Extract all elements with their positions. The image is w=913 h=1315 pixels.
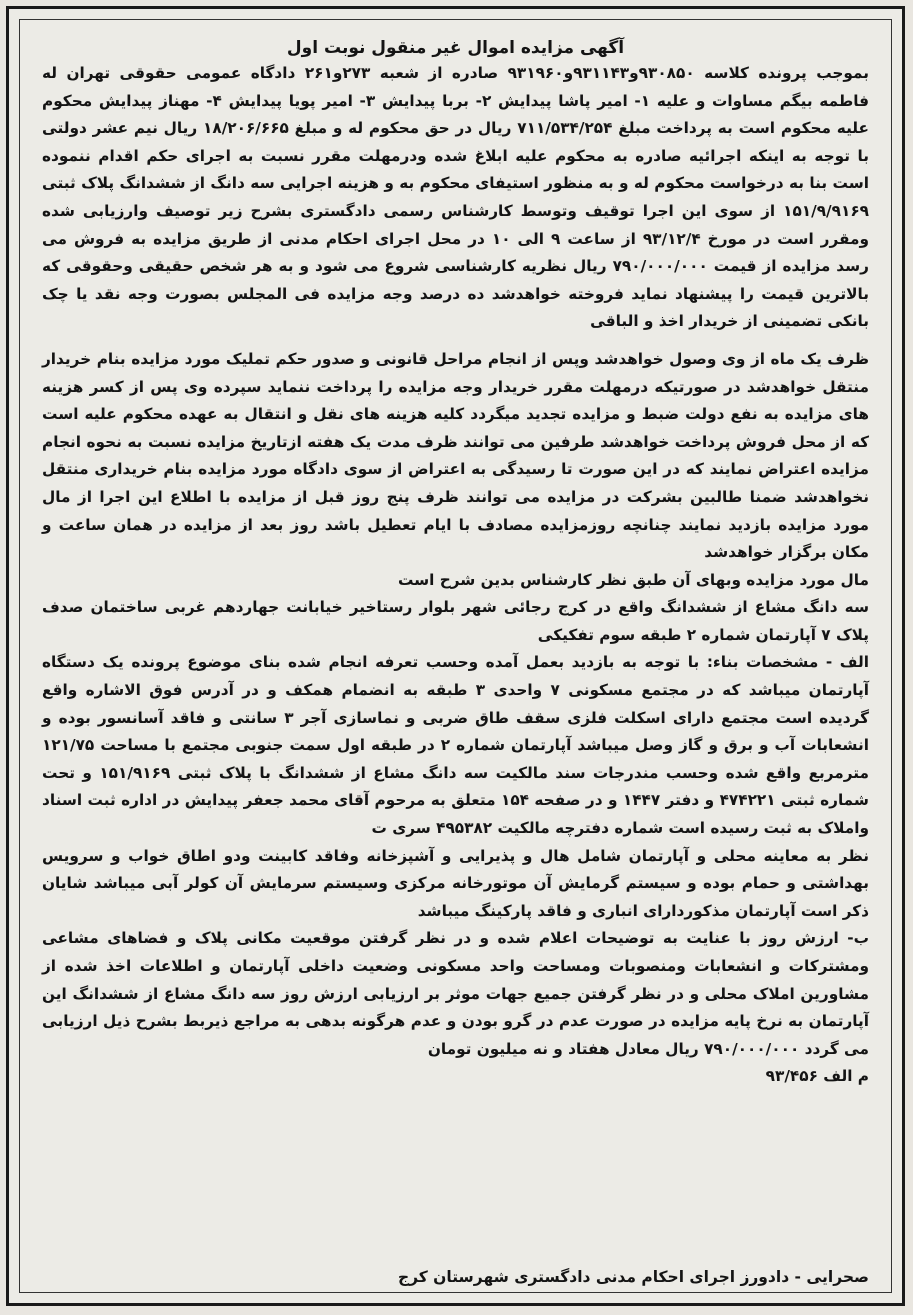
paragraph-property-address: سه دانگ مشاع از ششدانگ واقع در کرج رجائی شهر بلوار رستاخیر خیابانت جهاردهم غربی ساختمان صدف پلاک ۷ آپارتمان شماره ۲ طبقه سوم تفکیکی xyxy=(42,598,869,644)
newspaper-clipping xyxy=(6,6,905,1306)
reference-number: م الف ۹۳/۴۵۶ xyxy=(765,1067,869,1086)
paragraph-building-specs: الف - مشخصات بناء: با توجه به بازدید بعمل آمده وحسب تعرفه انجام شده بنای موضوع پرونده یک دستگاه آپارتمان میباشد که در مجتمع مسکونی ۷ واحدی ۳ طبقه به انضمام همکف و در آدرس فوق الاشاره واقع گردیده است مجتمع دارای اسکلت فلزی سقف طاق ضربی و نماسازی آجر ۳ سانتی و فاقد آسانسور بوده و انشعابات آب و برق و گاز وصل میباشد آپارتمان شماره ۲ در طبقه اول سمت جنوبی مجتمع با مساحت ۱۲۱/۷۵ مترمربع واقع شده وحسب مندرجات سند مالکیت سه دانگ مشاع از ششدانگ با پلاک ثبتی ۱۵۱/۹۱۶۹ و تحت شماره ثبتی ۴۷۴۲۲۱ و دفتر ۱۴۴۷ و در صفحه ۱۵۴ متعلق به مرحوم آقای محمد جعفر پیدایش در اداره ثبت اسناد واملاک به ثبت رسیده است شماره دفترچه مالکیت ۴۹۵۳۸۲ سری ت xyxy=(42,653,869,838)
notice-title: آگهی مزایده اموال غیر منقول نوبت اول xyxy=(286,38,625,58)
paragraph-payment-conditions: ظرف یک ماه از وی وصول خواهدشد وپس از انجام مراحل قانونی و صدور حکم تملیک مورد مزایده بنام خریدار منتقل خواهدشد در صورتیکه درمهلت مقرر خریدار وجه مزایده را پرداخت ننماید سپرده وی پس از کسر هزینه های مزایده به نفع دولت ضبط و مزایده تجدید میگردد کلیه هزینه های نقل و انتقال به عهده محکوم علیه است که از محل فروش پرداخت خواهدشد طرفین می توانند ظرف مدت یک هفته ازتاریخ مزایده نسبت به نحوه انجام مزایده اعتراض نمایند که در این صورت تا رسیدگی به اعتراض از سوی دادگاه مورد مزایده بنام خریداری منتقل نخواهدشد ضمنا طالبین بشرکت در مزایده می توانند ظرف پنج روز قبل از مزایده با اطلاع این اجرا از مال مورد مزایده بازدید نمایند چنانچه روزمزایده مصادف با ایام تعطیل باشد روز بعد از مزایده در همان ساعت و مکان برگزار خواهدشد xyxy=(42,349,869,562)
notice-signature: صحرایی - دادورز اجرای احکام مدنی دادگستری شهرستان کرج xyxy=(397,1268,869,1286)
paragraph-auction-terms: بموجب پرونده کلاسه ۹۳۰۸۵۰و۹۳۱۱۴۳و۹۳۱۹۶۰ صادره از شعبه ۲۷۳و۲۶۱ دادگاه عمومی حقوقی تهران له فاطمه بیگم مساوات و علیه ۱- امیر پاشا پیدایش ۲- بربا پیدایش ۳- امیر پویا پیدایش ۴- مهناز پیدایش محکوم علیه محکوم است به پرداخت مبلغ ۷۱۱/۵۳۴/۲۵۴ ریال در حق محکوم له و مبلغ ۱۸/۲۰۶/۶۶۵ ریال نیم عشر دولتی با توجه به اینکه اجرائیه صادره به محکوم علیه ابلاغ شده ودرمهلت مقرر نسبت به اجرای حکم اقدام ننموده است بنا به درخواست محکوم له و به منظور استیفای محکوم به و هزینه اجرایی سه دانگ از ششدانگ پلاک ثبتی ۱۵۱/۹/۹۱۶۹ از سوی این اجرا توقیف وتوسط کارشناس رسمی دادگستری بشرح زیر توصیف وارزیابی شده ومقرر است در مورخ ۹۳/۱۲/۴ از ساعت ۹ الی ۱۰ در محل اجرای احکام مدنی از طریق مزایده به فروش می رسد مزایده از قیمت ۷۹۰/۰۰۰/۰۰۰ ریال نظریه کارشناسی شروع می شود و به هر شخص حقیقی وحقوقی که بالاترین قیمت را پیشنهاد نماید فروخته خواهدشد ده درصد وجه مزایده فی المجلس بصورت وجه نقد یا چک بانکی تضمینی از خریدار اخذ و الباقی xyxy=(42,64,870,331)
paragraph-unit-features: نظر به معاینه محلی و آپارتمان شامل هال و پذیرایی و آشپزخانه وفاقد کابینت ودو اطاق خواب و سرویس بهداشتی و حمام بوده و سیستم گرمایش آن موتورخانه مرکزی وسیستم سرمایش آن کولر آبی میباشد شایان ذکر است آپارتمان مذکوردارای انباری و فاقد پارکینگ میباشد xyxy=(42,846,869,920)
notice-body xyxy=(42,38,869,1091)
paragraph-appraisal-intro: مال مورد مزایده وبهای آن طبق نظر کارشناس بدین شرح است xyxy=(397,570,869,589)
paragraph-valuation: ب- ارزش روز با عنایت به توضیحات اعلام شده و در نظر گرفتن موقعیت مکانی پلاک و فضاهای مشاعی ومشترکات و انشعابات ومنصوبات ومساحت واحد مسکونی وضعیت داخلی آپارتمان و اطلاعات اخذ شده از مشاورین املاک محلی و در نظر گرفتن جمیع جهات موثر بر ارزیابی ارزش روز سه دانگ مشاع از ششدانگ این آپارتمان به نرخ پایه مزایده در صورت عدم در گرو بودن و عدم هرگونه بدهی به مراجع ذیربط بشرح ذیل ارزیابی می گردد ۷۹۰/۰۰۰/۰۰۰ ریال معادل هفتاد و نه میلیون تومان xyxy=(42,929,869,1058)
notice-frame xyxy=(19,19,892,1293)
